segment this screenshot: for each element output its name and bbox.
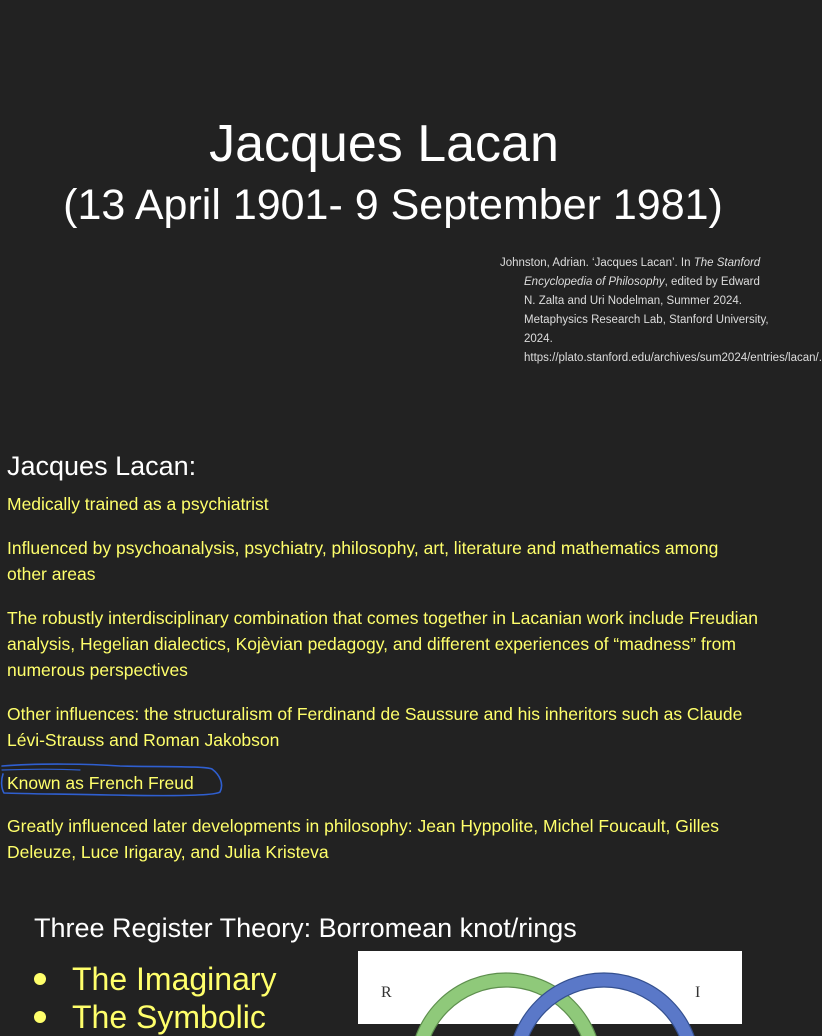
page-subtitle: (13 April 1901- 9 September 1981)	[63, 181, 723, 229]
figure-label-r: R	[381, 984, 392, 1001]
paragraph: Influenced by psychoanalysis, psychiatry, philosophy, art, literature and mathematics among other areas	[7, 538, 719, 584]
hand-drawn-highlight-mark	[0, 760, 230, 800]
citation-text-start: Johnston, Adrian. ‘Jacques Lacan’. In	[500, 257, 694, 269]
citation	[500, 254, 822, 368]
list-item	[34, 960, 277, 998]
borromean-rings-drawing	[358, 951, 742, 1024]
bullet-icon	[34, 1011, 46, 1023]
paragraph: Medically trained as a psychiatrist	[7, 494, 269, 514]
paragraph: Other influences: the structuralism of Ferdinand de Saussure and his inheritors such as Claude Lévi-Strauss and Roman Jakobson	[7, 704, 743, 750]
list-item-label: The Symbolic	[72, 999, 266, 1035]
knot-heading: Three Register Theory: Borromean knot/rings	[34, 913, 577, 943]
page-title: Jacques Lacan	[209, 115, 559, 173]
citation-source-title: The Stanford Encyclopedia of Philosophy	[524, 257, 761, 288]
highlight-underline-stroke	[2, 769, 80, 770]
borromean-knot-figure	[358, 951, 742, 1024]
bullet-icon	[34, 973, 46, 985]
list-item-label: The Imaginary	[72, 961, 277, 997]
section-heading: Jacques Lacan:	[7, 451, 197, 481]
paragraph: Greatly influenced later developments in philosophy: Jean Hyppolite, Michel Foucault, Gilles Deleuze, Luce Irigaray, and Julia Kristeva	[7, 816, 720, 862]
register-list	[34, 960, 277, 1036]
paragraph-highlighted: Known as French Freud	[7, 773, 194, 793]
paragraph: The robustly interdisciplinary combination that comes together in Lacanian work include Freudian analysis, Hegelian dialectics, Kojèvian pedagogy, and different experiences of “madness” from numerous perspectives	[7, 608, 758, 680]
citation-text-end: , edited by Edward N. Zalta and Uri Nodelman, Summer 2024. Metaphysics Research Lab, Stanford University, 2024. https://plato.stanford.edu/archives/sum2024/entries/lacan/.	[524, 276, 822, 364]
list-item	[34, 998, 277, 1036]
figure-label-i: I	[695, 984, 701, 1001]
